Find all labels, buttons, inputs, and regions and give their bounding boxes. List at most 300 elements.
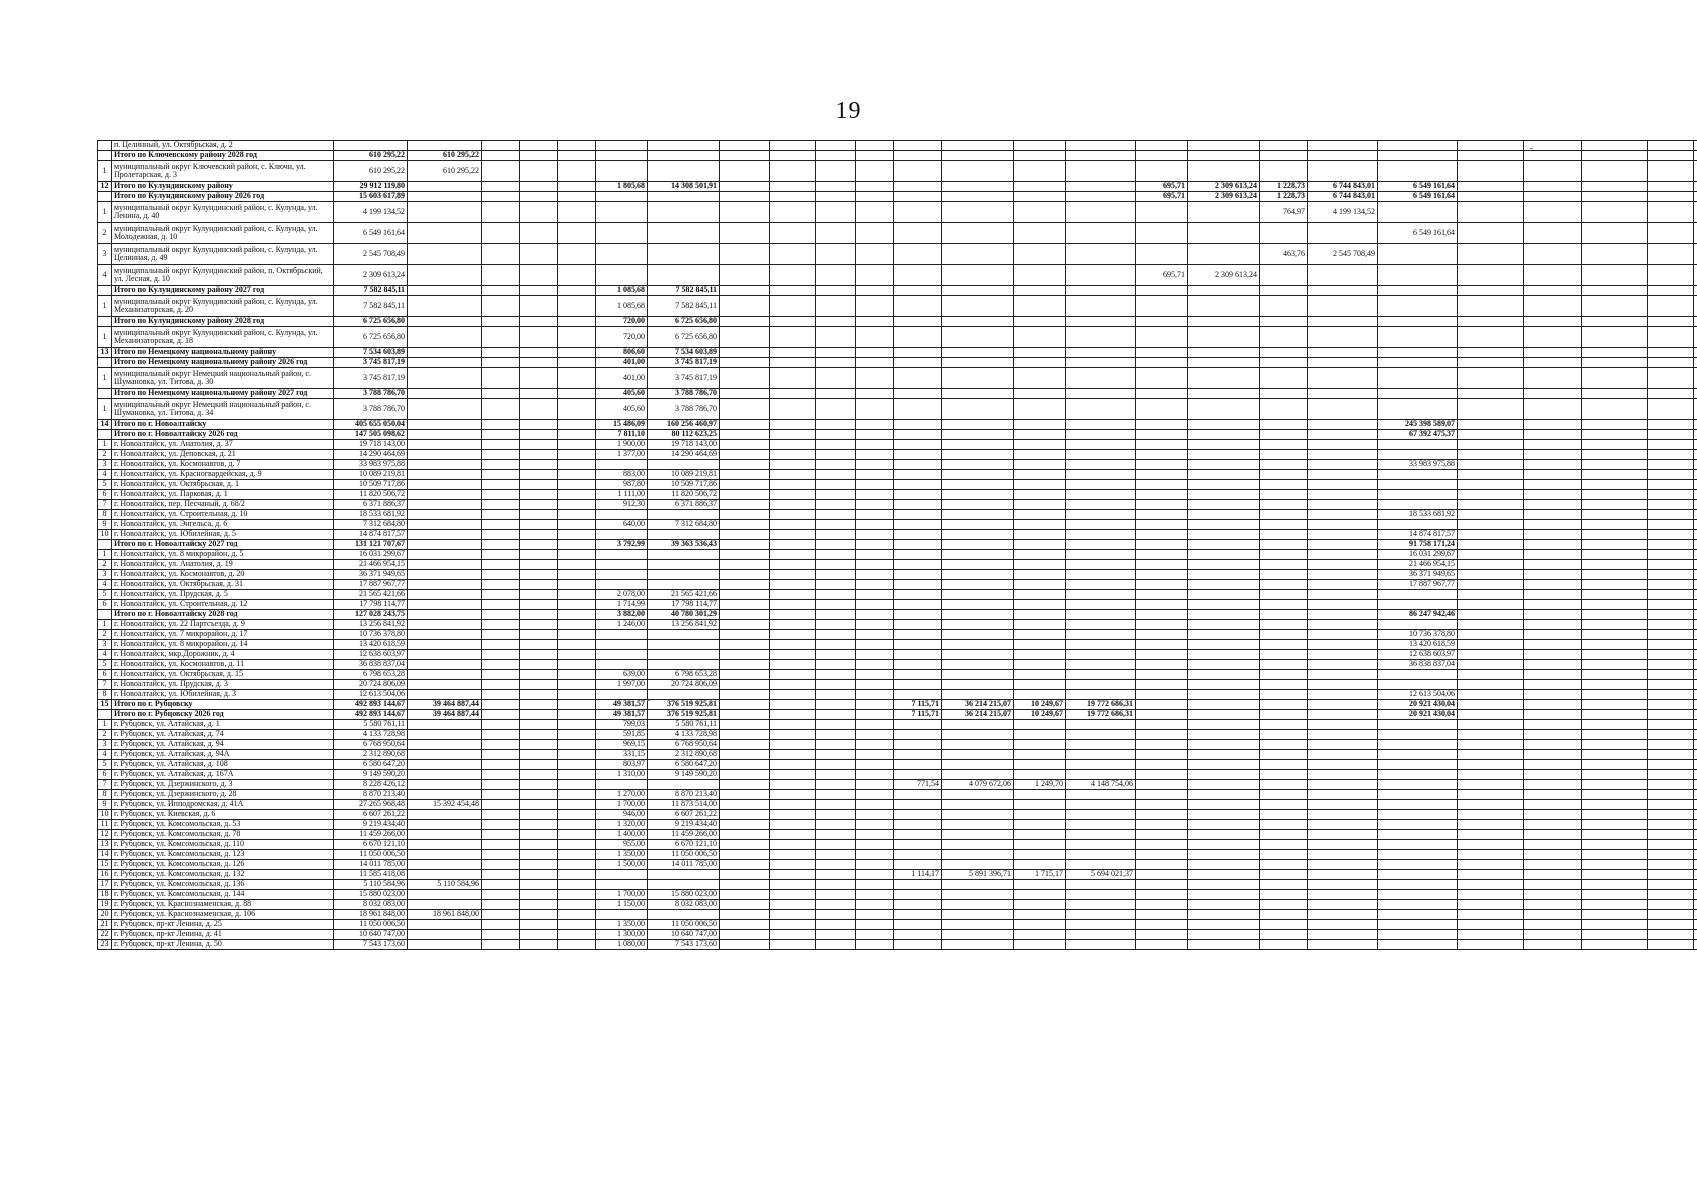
value-cell	[408, 770, 482, 780]
value-cell	[520, 740, 558, 750]
value-cell	[856, 550, 894, 560]
value-cell	[1066, 910, 1136, 920]
value-cell	[1694, 151, 1697, 161]
row-number-cell: 9	[98, 800, 112, 810]
value-cell	[1458, 368, 1524, 389]
page-number: 19	[835, 98, 862, 124]
value-cell	[894, 820, 942, 830]
value-cell	[1378, 780, 1458, 790]
value-cell	[1014, 630, 1066, 640]
value-cell	[1458, 223, 1524, 244]
value-cell	[1136, 570, 1188, 580]
value-cell: 33 983 975,88	[334, 460, 408, 470]
address-cell: г. Новоалтайск, мкр.Дорожник, д. 4	[112, 650, 334, 660]
address-cell: г. Рубцовск, ул. Комсомольская, д. 78	[112, 830, 334, 840]
value-cell	[1694, 590, 1697, 600]
row-number-cell: 6	[98, 490, 112, 500]
value-cell: 401,00	[596, 368, 648, 389]
value-cell	[942, 940, 1014, 950]
value-cell	[1188, 590, 1260, 600]
value-cell	[856, 900, 894, 910]
value-cell	[1648, 660, 1694, 670]
value-cell	[856, 358, 894, 368]
value-cell	[520, 700, 558, 710]
value-cell	[648, 880, 720, 890]
value-cell	[1582, 590, 1648, 600]
value-cell	[520, 286, 558, 296]
value-cell	[1260, 161, 1308, 182]
table-row	[98, 500, 1697, 510]
table-row	[98, 860, 1697, 870]
value-cell	[1648, 720, 1694, 730]
value-cell	[770, 450, 816, 460]
value-cell: 36 838 837,04	[334, 660, 408, 670]
value-cell	[816, 640, 856, 650]
value-cell	[1458, 470, 1524, 480]
value-cell	[720, 560, 770, 570]
row-number-cell	[98, 286, 112, 296]
value-cell	[1308, 930, 1378, 940]
value-cell	[816, 440, 856, 450]
value-cell	[856, 389, 894, 399]
value-cell	[894, 182, 942, 192]
value-cell	[770, 399, 816, 420]
value-cell	[482, 317, 520, 327]
value-cell	[1582, 750, 1648, 760]
value-cell	[1308, 440, 1378, 450]
value-cell	[408, 740, 482, 750]
value-cell	[482, 900, 520, 910]
value-cell	[1188, 610, 1260, 620]
value-cell	[1458, 430, 1524, 440]
value-cell: 12 638 603,97	[334, 650, 408, 660]
value-cell	[942, 500, 1014, 510]
value-cell	[1524, 480, 1582, 490]
value-cell	[408, 610, 482, 620]
value-cell	[558, 730, 596, 740]
total-row	[98, 286, 1697, 296]
value-cell	[770, 570, 816, 580]
value-cell: 14 290 464,69	[334, 450, 408, 460]
value-cell	[1694, 510, 1697, 520]
value-cell	[1136, 430, 1188, 440]
value-cell	[1308, 660, 1378, 670]
value-cell	[1066, 244, 1136, 265]
value-cell	[520, 910, 558, 920]
value-cell	[894, 430, 942, 440]
value-cell: 6 371 886,37	[648, 500, 720, 510]
value-cell	[1014, 670, 1066, 680]
value-cell	[894, 368, 942, 389]
value-cell	[1582, 820, 1648, 830]
value-cell	[1524, 590, 1582, 600]
value-cell	[856, 570, 894, 580]
value-cell: 6 798 653,28	[334, 670, 408, 680]
address-cell: г. Рубцовск, ул. Киевская, д. 6	[112, 810, 334, 820]
value-cell	[1458, 670, 1524, 680]
value-cell	[482, 389, 520, 399]
value-cell: 7 534 603,89	[334, 348, 408, 358]
value-cell	[1188, 530, 1260, 540]
value-cell	[1378, 399, 1458, 420]
value-cell	[720, 296, 770, 317]
table-row	[98, 760, 1697, 770]
value-cell: 639,00	[596, 670, 648, 680]
value-cell	[856, 880, 894, 890]
value-cell	[942, 790, 1014, 800]
value-cell	[720, 910, 770, 920]
value-cell	[1378, 590, 1458, 600]
address-cell: г. Новоалтайск, ул. 7 микрорайон, д. 17	[112, 630, 334, 640]
value-cell	[408, 620, 482, 630]
value-cell	[720, 880, 770, 890]
value-cell	[1136, 460, 1188, 470]
value-cell: 695,71	[1136, 265, 1188, 286]
row-number-cell: 5	[98, 590, 112, 600]
value-cell	[1014, 770, 1066, 780]
value-cell	[942, 670, 1014, 680]
table-row	[98, 940, 1697, 950]
value-cell: 4 148 754,06	[1066, 780, 1136, 790]
value-cell	[1458, 620, 1524, 630]
value-cell	[770, 510, 816, 520]
value-cell	[558, 460, 596, 470]
value-cell	[1136, 420, 1188, 430]
value-cell	[1648, 399, 1694, 420]
row-number-cell	[98, 192, 112, 202]
value-cell	[1014, 420, 1066, 430]
value-cell	[520, 151, 558, 161]
value-cell	[942, 750, 1014, 760]
value-cell	[648, 244, 720, 265]
value-cell	[1582, 430, 1648, 440]
table-row	[98, 830, 1697, 840]
value-cell	[1458, 151, 1524, 161]
value-cell	[520, 348, 558, 358]
value-cell	[1260, 670, 1308, 680]
value-cell	[720, 358, 770, 368]
value-cell	[1694, 690, 1697, 700]
value-cell	[408, 670, 482, 680]
value-cell	[1136, 820, 1188, 830]
value-cell	[520, 470, 558, 480]
row-number-cell: 21	[98, 920, 112, 930]
value-cell	[1136, 348, 1188, 358]
value-cell	[596, 141, 648, 151]
value-cell: 14 290 464,69	[648, 450, 720, 460]
value-cell	[816, 550, 856, 560]
value-cell	[770, 800, 816, 810]
value-cell	[408, 286, 482, 296]
value-cell	[720, 900, 770, 910]
value-cell	[1136, 560, 1188, 570]
value-cell: 21 565 421,66	[648, 590, 720, 600]
value-cell	[408, 760, 482, 770]
value-cell	[482, 560, 520, 570]
value-cell	[894, 560, 942, 570]
value-cell	[1648, 830, 1694, 840]
value-cell	[720, 327, 770, 348]
value-cell	[770, 560, 816, 570]
value-cell	[1378, 161, 1458, 182]
value-cell	[1648, 860, 1694, 870]
value-cell: 17 887 967,77	[334, 580, 408, 590]
value-cell	[1066, 399, 1136, 420]
value-cell	[1458, 820, 1524, 830]
value-cell	[1648, 161, 1694, 182]
value-cell	[856, 920, 894, 930]
value-cell	[1582, 860, 1648, 870]
value-cell	[894, 317, 942, 327]
value-cell	[942, 920, 1014, 930]
value-cell	[558, 850, 596, 860]
value-cell	[1694, 286, 1697, 296]
value-cell	[1066, 820, 1136, 830]
value-cell	[1260, 550, 1308, 560]
table-row	[98, 630, 1697, 640]
value-cell	[408, 480, 482, 490]
table-row	[98, 520, 1697, 530]
value-cell	[816, 570, 856, 580]
value-cell	[558, 800, 596, 810]
value-cell	[770, 368, 816, 389]
value-cell: 17 887 967,77	[1378, 580, 1458, 590]
table-row	[98, 790, 1697, 800]
value-cell	[1648, 750, 1694, 760]
value-cell	[482, 710, 520, 720]
value-cell	[1014, 358, 1066, 368]
value-cell	[816, 620, 856, 630]
value-cell	[1308, 700, 1378, 710]
value-cell	[558, 348, 596, 358]
value-cell	[1458, 500, 1524, 510]
value-cell	[942, 630, 1014, 640]
value-cell: 39 363 536,43	[648, 540, 720, 550]
row-number-cell: 2	[98, 630, 112, 640]
value-cell	[720, 480, 770, 490]
value-cell	[894, 161, 942, 182]
value-cell	[894, 760, 942, 770]
value-cell	[1524, 286, 1582, 296]
value-cell	[1458, 510, 1524, 520]
value-cell: 6 580 647,20	[648, 760, 720, 770]
value-cell	[1582, 890, 1648, 900]
value-cell	[1524, 810, 1582, 820]
row-number-cell: 5	[98, 760, 112, 770]
value-cell	[942, 600, 1014, 610]
value-cell	[558, 161, 596, 182]
value-cell: 20 921 430,04	[1378, 700, 1458, 710]
value-cell	[1694, 890, 1697, 900]
value-cell	[1694, 900, 1697, 910]
value-cell	[1308, 570, 1378, 580]
value-cell	[596, 660, 648, 670]
value-cell	[558, 680, 596, 690]
value-cell	[894, 910, 942, 920]
value-cell	[648, 223, 720, 244]
value-cell	[1458, 650, 1524, 660]
value-cell	[816, 850, 856, 860]
address-cell: г. Рубцовск, ул. Комсомольская, д. 126	[112, 860, 334, 870]
value-cell: 19 772 686,31	[1066, 710, 1136, 720]
value-cell	[1524, 710, 1582, 720]
value-cell	[1308, 296, 1378, 317]
value-cell: 19 772 686,31	[1066, 700, 1136, 710]
value-cell	[1582, 690, 1648, 700]
value-cell	[1524, 640, 1582, 650]
value-cell	[558, 420, 596, 430]
value-cell: 405 655 050,04	[334, 420, 408, 430]
value-cell: 640,00	[596, 520, 648, 530]
value-cell	[1524, 620, 1582, 630]
value-cell	[942, 141, 1014, 151]
value-cell	[1308, 900, 1378, 910]
value-cell	[1694, 910, 1697, 920]
value-cell	[1648, 780, 1694, 790]
value-cell	[856, 750, 894, 760]
value-cell	[408, 920, 482, 930]
value-cell	[942, 510, 1014, 520]
value-cell: 1 700,00	[596, 800, 648, 810]
value-cell	[1694, 550, 1697, 560]
value-cell	[1582, 223, 1648, 244]
value-cell: 49 381,57	[596, 710, 648, 720]
table-row	[98, 620, 1697, 630]
value-cell	[816, 420, 856, 430]
value-cell	[942, 590, 1014, 600]
address-cell: г. Новоалтайск, ул. Строительная, д. 12	[112, 600, 334, 610]
value-cell	[520, 450, 558, 460]
value-cell	[1458, 450, 1524, 460]
value-cell	[1308, 151, 1378, 161]
value-cell	[1188, 670, 1260, 680]
value-cell: 3 792,99	[596, 540, 648, 550]
value-cell	[1136, 141, 1188, 151]
value-cell	[648, 560, 720, 570]
value-cell	[1582, 850, 1648, 860]
value-cell: 720,00	[596, 317, 648, 327]
row-number-cell: 1	[98, 327, 112, 348]
value-cell: 6 580 647,20	[334, 760, 408, 770]
value-cell	[1378, 265, 1458, 286]
value-cell	[596, 460, 648, 470]
value-cell	[1308, 860, 1378, 870]
value-cell	[1136, 161, 1188, 182]
value-cell	[558, 670, 596, 680]
value-cell	[856, 820, 894, 830]
value-cell	[558, 389, 596, 399]
value-cell	[1188, 500, 1260, 510]
value-cell	[942, 490, 1014, 500]
value-cell	[770, 750, 816, 760]
value-cell	[1524, 141, 1582, 151]
value-cell	[1014, 530, 1066, 540]
value-cell	[1524, 540, 1582, 550]
value-cell	[1188, 348, 1260, 358]
address-cell: г. Новоалтайск, ул. Энгельса, д. 6	[112, 520, 334, 530]
value-cell: 946,00	[596, 810, 648, 820]
value-cell	[1014, 327, 1066, 348]
scan-mark	[647, 700, 650, 701]
value-cell	[1260, 770, 1308, 780]
value-cell: 2 309 613,24	[1188, 192, 1260, 202]
value-cell	[520, 900, 558, 910]
value-cell	[942, 161, 1014, 182]
value-cell	[770, 620, 816, 630]
value-cell	[1260, 470, 1308, 480]
row-number-cell: 11	[98, 820, 112, 830]
value-cell	[942, 202, 1014, 223]
value-cell	[408, 890, 482, 900]
value-cell	[1648, 850, 1694, 860]
value-cell	[1014, 202, 1066, 223]
value-cell	[1308, 540, 1378, 550]
value-cell: 9 219 434,40	[648, 820, 720, 830]
value-cell	[816, 580, 856, 590]
value-cell: 67 392 475,37	[1378, 430, 1458, 440]
value-cell: 7 312 684,80	[334, 520, 408, 530]
value-cell	[558, 500, 596, 510]
value-cell	[1308, 710, 1378, 720]
value-cell	[1378, 600, 1458, 610]
value-cell	[770, 389, 816, 399]
value-cell	[856, 600, 894, 610]
value-cell	[1308, 470, 1378, 480]
address-cell: г. Новоалтайск, ул. Юбилейная, д. 3	[112, 690, 334, 700]
value-cell	[1066, 860, 1136, 870]
value-cell	[856, 460, 894, 470]
value-cell	[816, 730, 856, 740]
total-label-cell: Итого по Ключевскому району 2028 год	[112, 151, 334, 161]
value-cell	[596, 161, 648, 182]
value-cell: 7 543 173,60	[648, 940, 720, 950]
value-cell	[1694, 650, 1697, 660]
value-cell	[720, 500, 770, 510]
value-cell	[1648, 490, 1694, 500]
value-cell	[1378, 680, 1458, 690]
value-cell	[520, 840, 558, 850]
total-label-cell: Итого по г. Новоалтайску	[112, 420, 334, 430]
value-cell	[596, 690, 648, 700]
value-cell	[1014, 600, 1066, 610]
value-cell	[1648, 880, 1694, 890]
value-cell	[1582, 192, 1648, 202]
value-cell	[1260, 420, 1308, 430]
value-cell	[1014, 223, 1066, 244]
value-cell	[1378, 202, 1458, 223]
value-cell	[1188, 161, 1260, 182]
value-cell	[648, 580, 720, 590]
value-cell	[1066, 265, 1136, 286]
table-row	[98, 670, 1697, 680]
value-cell	[520, 510, 558, 520]
value-cell	[720, 800, 770, 810]
value-cell	[482, 860, 520, 870]
value-cell	[520, 560, 558, 570]
value-cell	[482, 570, 520, 580]
value-cell	[1378, 760, 1458, 770]
value-cell	[1188, 490, 1260, 500]
value-cell: 17 798 114,77	[648, 600, 720, 610]
value-cell	[816, 900, 856, 910]
value-cell	[1136, 930, 1188, 940]
value-cell	[1458, 182, 1524, 192]
register-table	[97, 140, 1697, 950]
value-cell	[816, 510, 856, 520]
value-cell	[1014, 317, 1066, 327]
value-cell	[1582, 930, 1648, 940]
value-cell	[1648, 620, 1694, 630]
